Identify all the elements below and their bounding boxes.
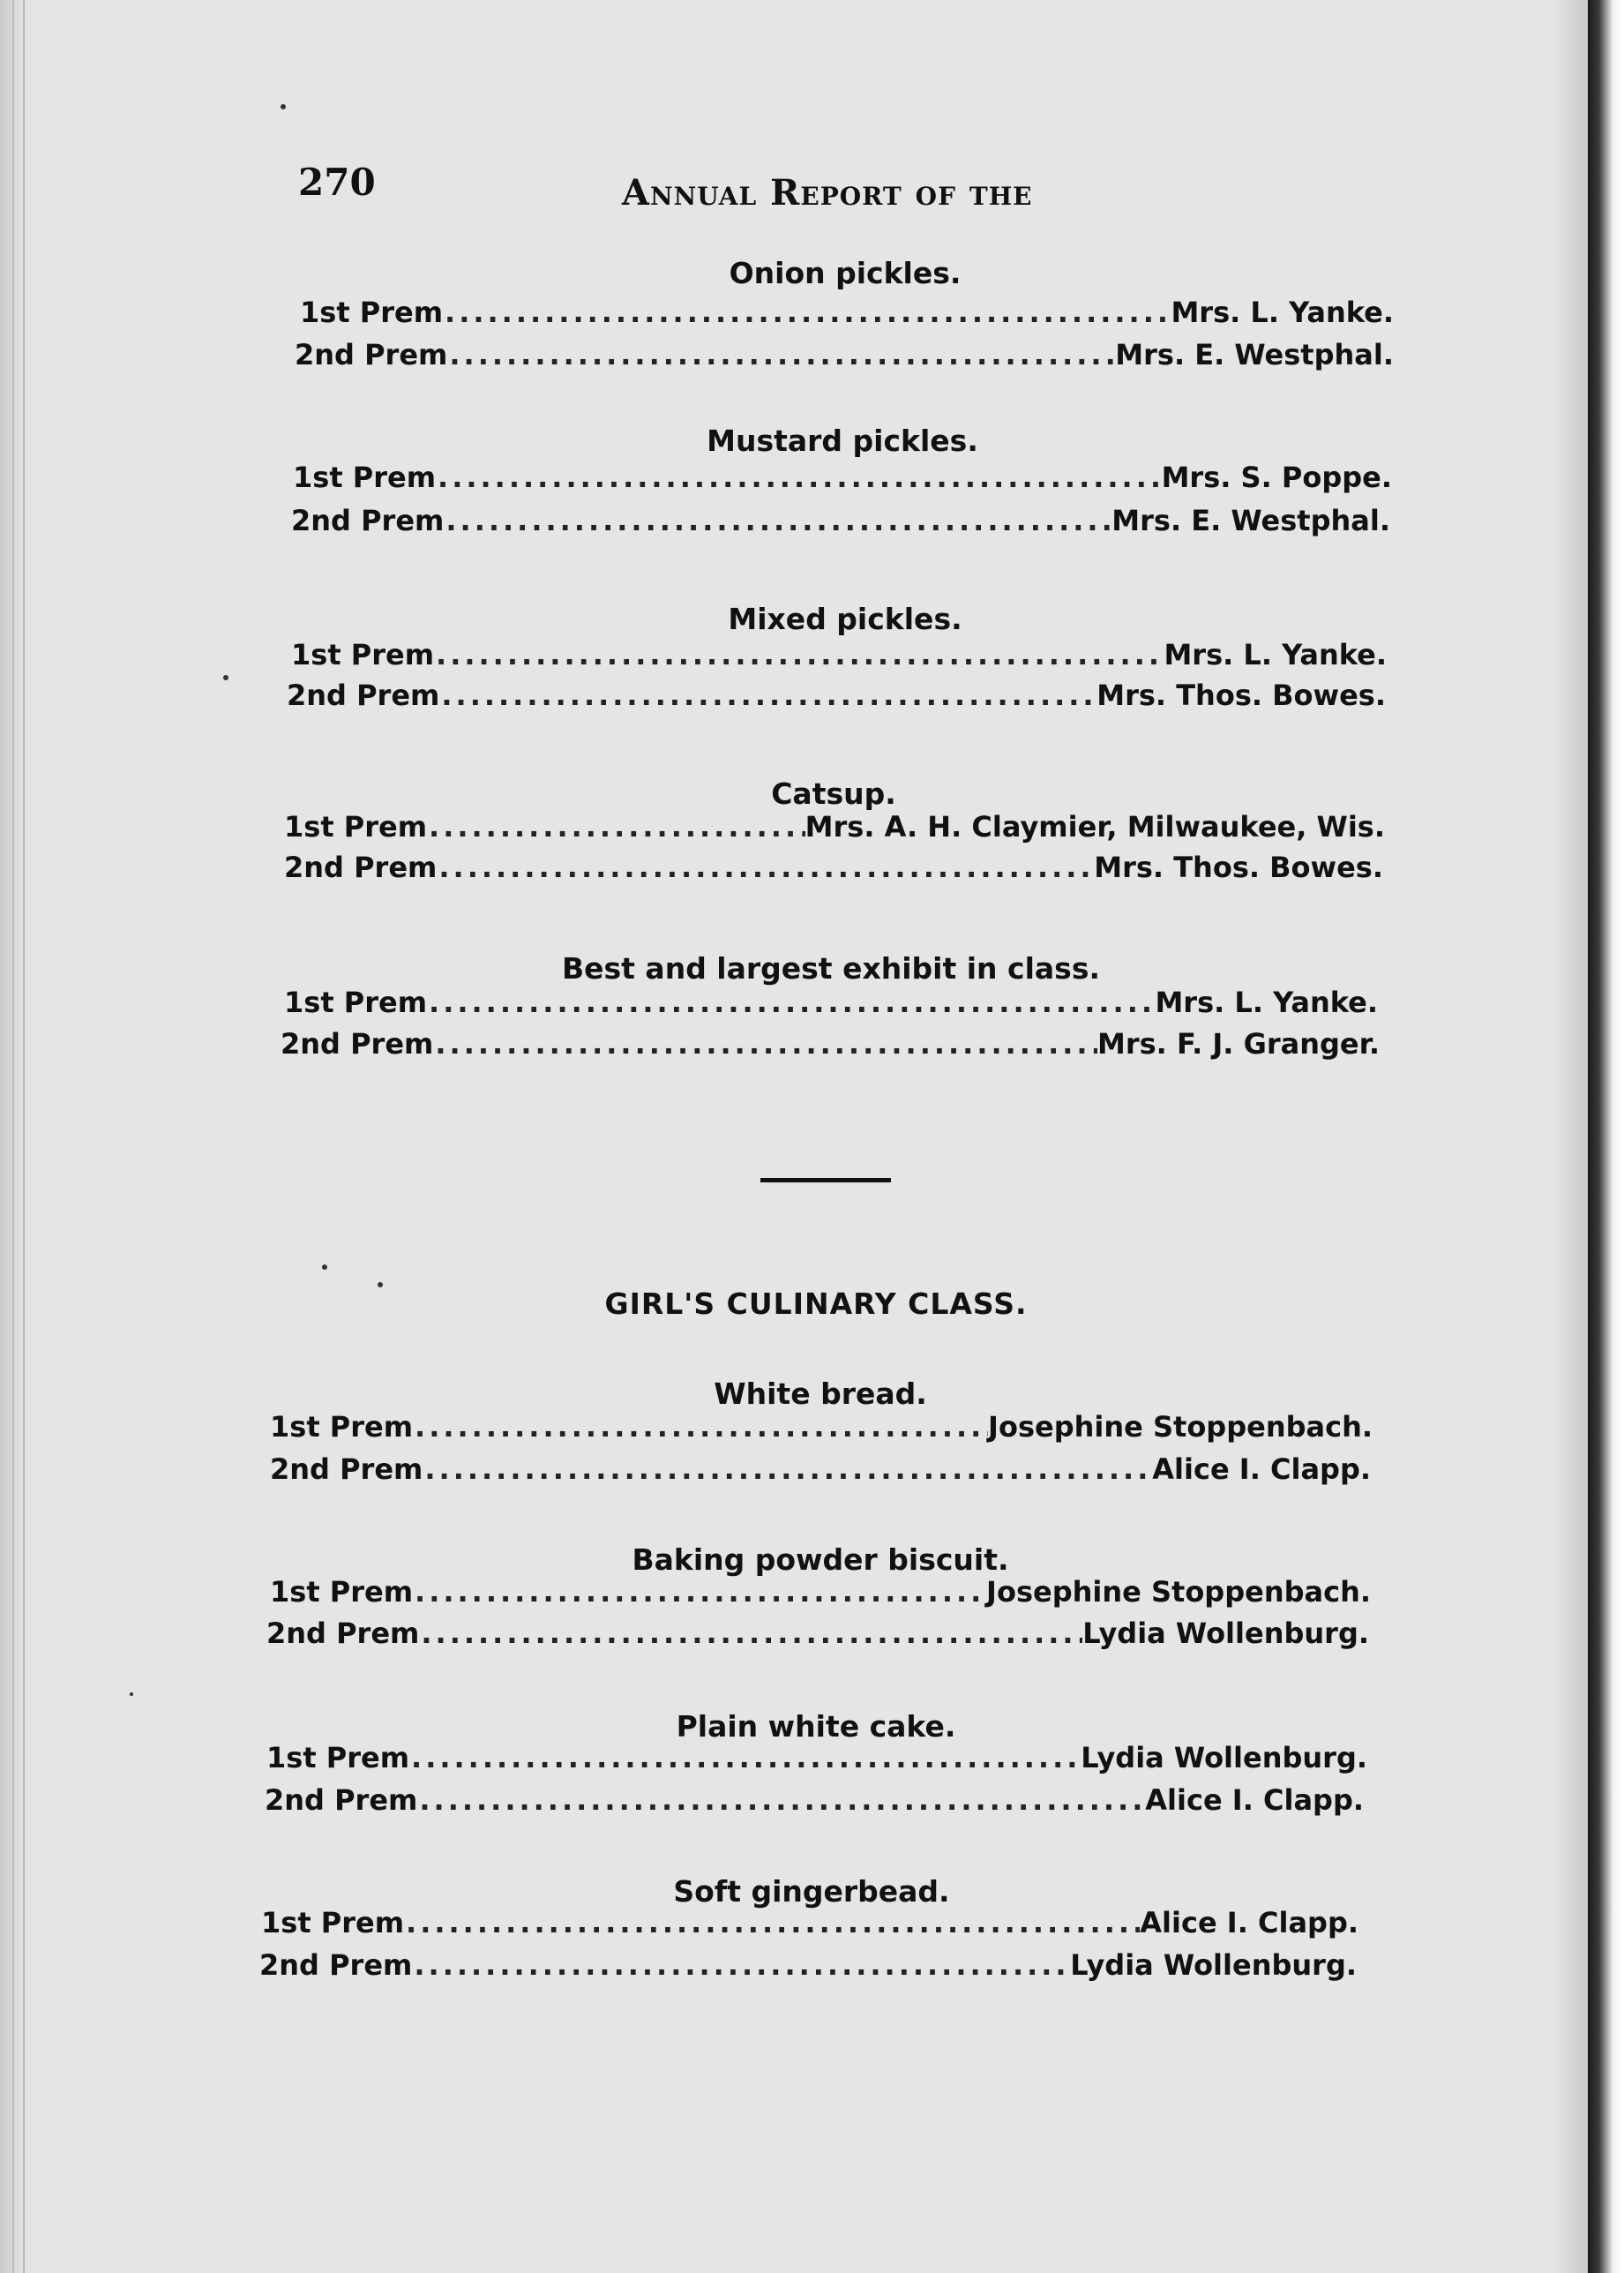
leader-dots <box>427 986 1155 1019</box>
section-heading: Mustard pickles. <box>707 424 978 458</box>
prize-row <box>261 1906 1358 1939</box>
binding-line <box>12 0 14 2273</box>
prize-label: 2nd Prem <box>287 679 440 712</box>
leader-dots <box>423 1452 1152 1486</box>
section-heading: Onion pickles. <box>729 256 962 290</box>
section-heading: Baking powder biscuit. <box>632 1542 1009 1577</box>
winner-name: Mrs. E. Westphal. <box>1115 338 1394 371</box>
winner-name: Mrs. L. Yanke. <box>1155 986 1378 1019</box>
section-divider <box>760 1178 891 1182</box>
prize-label: 1st Prem <box>284 810 428 844</box>
binding-edge <box>0 0 34 2273</box>
prize-label: 1st Prem <box>291 638 435 671</box>
leader-dots <box>413 1575 986 1609</box>
prize-row <box>284 986 1378 1019</box>
section-heading: Soft gingerbead. <box>673 1874 950 1909</box>
page-shadow <box>1553 0 1588 2273</box>
prize-row <box>291 504 1390 537</box>
winner-name: Lydia Wollenburg. <box>1081 1741 1367 1774</box>
prize-row <box>281 1027 1380 1061</box>
winner-name: Mrs. S. Poppe. <box>1161 461 1392 494</box>
running-head: Annual Report of the <box>622 172 1033 214</box>
leader-dots <box>436 461 1162 494</box>
scan-speck <box>281 104 286 109</box>
section-heading: Catsup. <box>771 776 896 811</box>
prize-label: 1st Prem <box>266 1741 410 1774</box>
leader-dots <box>419 1617 1082 1650</box>
section-heading: Plain white cake. <box>676 1709 956 1744</box>
prize-row <box>284 851 1383 884</box>
winner-name: Alice I. Clapp. <box>1145 1783 1364 1817</box>
prize-row <box>266 1741 1367 1774</box>
winner-name: Mrs. F. J. Granger. <box>1096 1027 1380 1061</box>
prize-row <box>270 1575 1371 1609</box>
page-number: 270 <box>298 161 376 204</box>
winner-name: Mrs. E. Westphal. <box>1111 504 1390 537</box>
prize-row <box>259 1948 1357 1982</box>
winner-name: Mrs. A. H. Claymier, Milwaukee, Wis. <box>805 810 1385 844</box>
section-heading: Best and largest exhibit in class. <box>561 951 1101 986</box>
winner-name: Alice I. Clapp. <box>1152 1452 1371 1486</box>
scan-speck <box>130 1692 133 1696</box>
prize-label: 1st Prem <box>270 1410 414 1444</box>
prize-row <box>265 1783 1364 1817</box>
leader-dots <box>409 1741 1081 1774</box>
prize-label: 2nd Prem <box>281 1027 434 1061</box>
prize-row <box>291 638 1387 671</box>
leader-dots <box>437 851 1094 884</box>
leader-dots <box>427 810 805 844</box>
leader-dots <box>412 1948 1070 1982</box>
prize-label: 2nd Prem <box>265 1783 418 1817</box>
prize-label: 1st Prem <box>284 986 428 1019</box>
winner-name: Mrs. Thos. Bowes. <box>1094 851 1383 884</box>
prize-label: 1st Prem <box>300 296 444 329</box>
prize-row <box>266 1617 1369 1650</box>
prize-label: 2nd Prem <box>259 1948 413 1982</box>
prize-row <box>295 338 1394 371</box>
prize-label: 2nd Prem <box>270 1452 423 1486</box>
leader-dots <box>439 679 1096 712</box>
winner-name: Mrs. Thos. Bowes. <box>1096 679 1386 712</box>
leader-dots <box>433 1027 1097 1061</box>
leader-dots <box>404 1906 1140 1939</box>
scan-speck <box>223 675 228 680</box>
winner-name: Mrs. L. Yanke. <box>1164 638 1387 671</box>
page-right-edge <box>1588 0 1624 2273</box>
leader-dots <box>413 1410 988 1444</box>
winner-name: Mrs. L. Yanke. <box>1171 296 1394 329</box>
leader-dots <box>417 1783 1145 1817</box>
winner-name: Lydia Wollenburg. <box>1070 1948 1357 1982</box>
winner-name: Josephine Stoppenbach. <box>988 1410 1373 1444</box>
prize-label: 2nd Prem <box>291 504 445 537</box>
prize-label: 2nd Prem <box>284 851 438 884</box>
prize-label: 2nd Prem <box>295 338 448 371</box>
section-heading: Mixed pickles. <box>728 602 962 636</box>
prize-label: 1st Prem <box>270 1575 414 1609</box>
prize-row <box>284 810 1385 844</box>
section-heading: White bread. <box>714 1377 927 1411</box>
scan-speck <box>322 1264 327 1270</box>
winner-name: Josephine Stoppenbach. <box>986 1575 1371 1609</box>
prize-label: 1st Prem <box>261 1906 405 1939</box>
prize-row <box>270 1410 1373 1444</box>
prize-row <box>300 296 1394 329</box>
winner-name: Lydia Wollenburg. <box>1082 1617 1369 1650</box>
winner-name: Alice I. Clapp. <box>1140 1906 1358 1939</box>
class-title: GIRL'S CULINARY CLASS. <box>604 1287 1028 1321</box>
prize-label: 2nd Prem <box>266 1617 420 1650</box>
prize-label: 1st Prem <box>293 461 437 494</box>
prize-row <box>293 461 1392 494</box>
binding-line <box>23 0 25 2273</box>
leader-dots <box>434 638 1164 671</box>
prize-row <box>270 1452 1371 1486</box>
leader-dots <box>444 504 1111 537</box>
leader-dots <box>443 296 1171 329</box>
leader-dots <box>447 338 1115 371</box>
prize-row <box>287 679 1386 712</box>
scan-speck <box>378 1282 383 1287</box>
